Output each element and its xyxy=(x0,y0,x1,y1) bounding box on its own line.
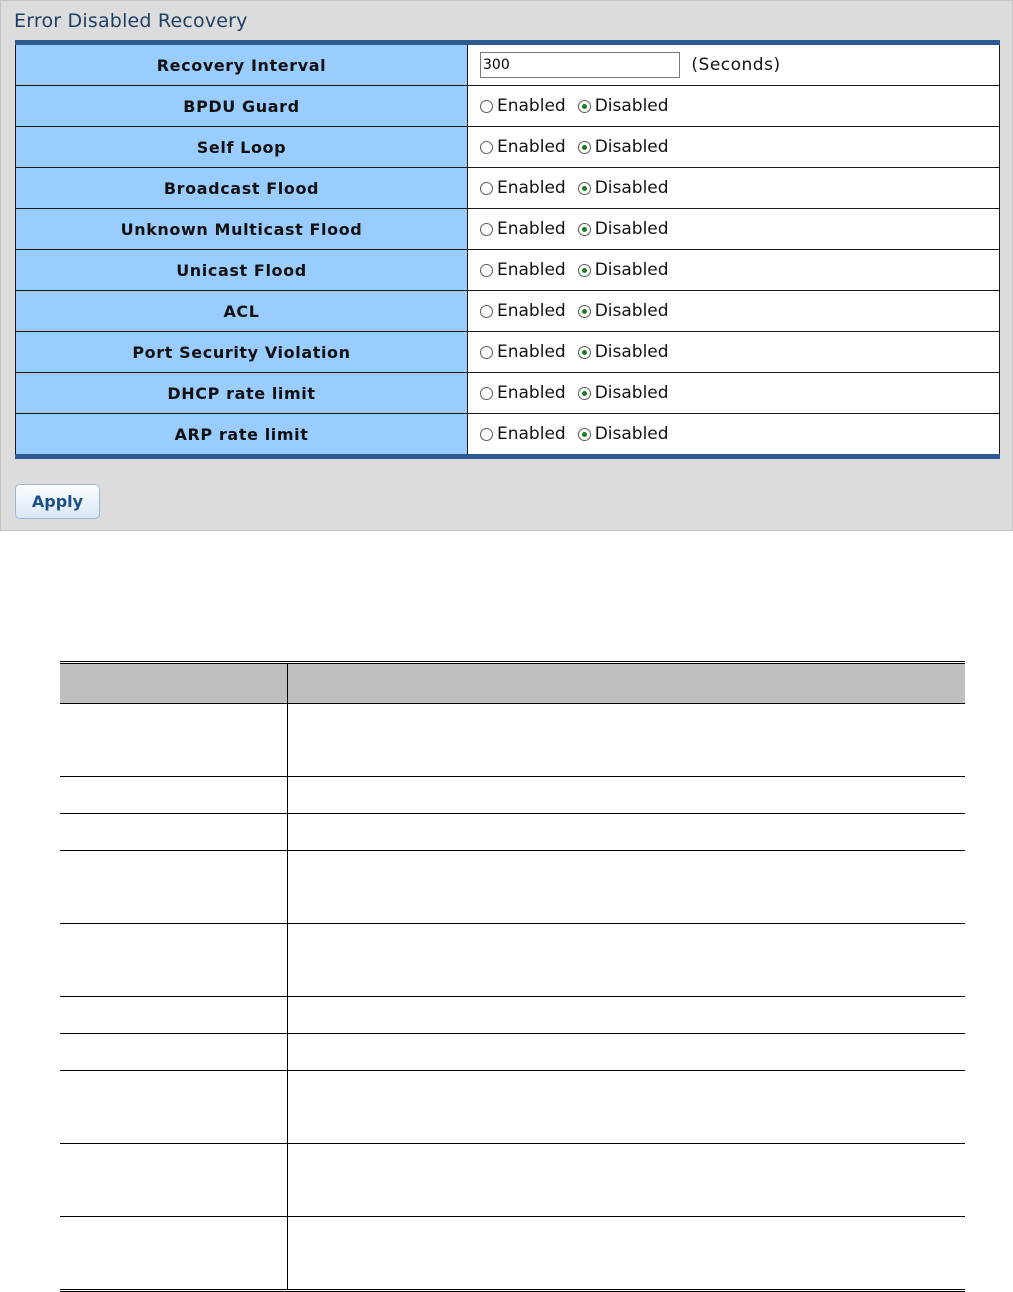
table-row xyxy=(60,851,965,924)
row-label: DHCP rate limit xyxy=(16,373,468,414)
disabled-radio[interactable] xyxy=(578,428,591,441)
enabled-radio[interactable] xyxy=(480,141,493,154)
row-label: Self Loop xyxy=(16,127,468,168)
table-cell xyxy=(60,924,288,997)
row-label: Recovery Interval xyxy=(16,43,468,86)
table-cell xyxy=(60,997,288,1034)
enable-radio-group xyxy=(480,178,999,198)
row-value xyxy=(468,291,1000,332)
disabled-radio-option[interactable] xyxy=(578,137,669,157)
enabled-radio-option[interactable] xyxy=(480,96,566,116)
config-row xyxy=(16,168,1000,209)
table-row xyxy=(60,997,965,1034)
enabled-radio[interactable] xyxy=(480,182,493,195)
header-cell-object xyxy=(60,663,288,704)
row-value xyxy=(468,414,1000,457)
unit-label: (Seconds) xyxy=(691,55,781,75)
row-value xyxy=(468,168,1000,209)
table-cell xyxy=(288,1071,966,1144)
table-cell xyxy=(288,1217,966,1291)
table-cell xyxy=(60,1071,288,1144)
enabled-radio-option[interactable] xyxy=(480,137,566,157)
enabled-radio-option[interactable] xyxy=(480,178,566,198)
table-row xyxy=(60,814,965,851)
enabled-radio-option[interactable] xyxy=(480,383,566,403)
radio-label: Enabled xyxy=(497,342,566,362)
radio-label: Enabled xyxy=(497,260,566,280)
table-row xyxy=(60,924,965,997)
enabled-radio[interactable] xyxy=(480,346,493,359)
row-label: Unicast Flood xyxy=(16,250,468,291)
apply-button[interactable]: Apply xyxy=(15,484,100,519)
config-row-recovery-interval xyxy=(16,43,1000,86)
radio-label: Disabled xyxy=(594,137,669,157)
disabled-radio[interactable] xyxy=(578,100,591,113)
table-cell xyxy=(288,1034,966,1071)
table-cell xyxy=(60,814,288,851)
radio-label: Disabled xyxy=(594,178,669,198)
row-label: ARP rate limit xyxy=(16,414,468,457)
enable-radio-group xyxy=(480,260,999,280)
row-label: Unknown Multicast Flood xyxy=(16,209,468,250)
enabled-radio[interactable] xyxy=(480,223,493,236)
radio-label: Enabled xyxy=(497,178,566,198)
disabled-radio-option[interactable] xyxy=(578,424,669,444)
config-row xyxy=(16,414,1000,457)
header-cell-description xyxy=(288,663,966,704)
disabled-radio[interactable] xyxy=(578,141,591,154)
table-row xyxy=(60,704,965,777)
table-cell xyxy=(288,851,966,924)
radio-label: Enabled xyxy=(497,424,566,444)
table-row xyxy=(60,777,965,814)
disabled-radio[interactable] xyxy=(578,182,591,195)
table-cell xyxy=(288,814,966,851)
row-value xyxy=(468,86,1000,127)
description-table xyxy=(60,661,965,1292)
row-value xyxy=(468,127,1000,168)
disabled-radio-option[interactable] xyxy=(578,342,669,362)
config-row xyxy=(16,127,1000,168)
disabled-radio-option[interactable] xyxy=(578,96,669,116)
radio-label: Disabled xyxy=(594,96,669,116)
table-cell xyxy=(288,704,966,777)
enable-radio-group xyxy=(480,301,999,321)
row-value xyxy=(468,332,1000,373)
table-cell xyxy=(60,1034,288,1071)
config-row xyxy=(16,332,1000,373)
disabled-radio[interactable] xyxy=(578,346,591,359)
table-cell xyxy=(60,777,288,814)
radio-label: Disabled xyxy=(594,260,669,280)
enabled-radio-option[interactable] xyxy=(480,260,566,280)
table-row xyxy=(60,1144,965,1217)
radio-label: Disabled xyxy=(594,219,669,239)
radio-label: Disabled xyxy=(594,342,669,362)
disabled-radio[interactable] xyxy=(578,223,591,236)
enabled-radio[interactable] xyxy=(480,428,493,441)
table-row xyxy=(60,1071,965,1144)
table-row xyxy=(60,1034,965,1071)
table-cell xyxy=(288,777,966,814)
row-value xyxy=(468,209,1000,250)
enabled-radio[interactable] xyxy=(480,264,493,277)
enable-radio-group xyxy=(480,342,999,362)
recovery-interval-input[interactable] xyxy=(480,52,680,78)
radio-label: Disabled xyxy=(594,383,669,403)
table-cell xyxy=(288,924,966,997)
radio-label: Enabled xyxy=(497,219,566,239)
disabled-radio-option[interactable] xyxy=(578,383,669,403)
radio-label: Enabled xyxy=(497,96,566,116)
enable-radio-group xyxy=(480,383,999,403)
enabled-radio[interactable] xyxy=(480,387,493,400)
table-cell xyxy=(288,997,966,1034)
disabled-radio-option[interactable] xyxy=(578,219,669,239)
enable-radio-group xyxy=(480,96,999,116)
row-value xyxy=(468,43,1000,86)
enabled-radio-option[interactable] xyxy=(480,219,566,239)
config-row xyxy=(16,373,1000,414)
enable-radio-group xyxy=(480,424,999,444)
config-row xyxy=(16,209,1000,250)
radio-label: Enabled xyxy=(497,301,566,321)
description-table-header xyxy=(60,663,965,704)
radio-label: Disabled xyxy=(594,301,669,321)
enabled-radio-option[interactable] xyxy=(480,301,566,321)
row-value xyxy=(468,373,1000,414)
row-value xyxy=(468,250,1000,291)
table-cell xyxy=(60,704,288,777)
disabled-radio[interactable] xyxy=(578,264,591,277)
row-label: Broadcast Flood xyxy=(16,168,468,209)
enabled-radio[interactable] xyxy=(480,305,493,318)
config-row xyxy=(16,291,1000,332)
row-label: BPDU Guard xyxy=(16,86,468,127)
table-cell xyxy=(288,1144,966,1217)
config-row xyxy=(16,86,1000,127)
config-row xyxy=(16,250,1000,291)
enable-radio-group xyxy=(480,219,999,239)
error-disabled-recovery-panel xyxy=(0,0,1013,531)
disabled-radio-option[interactable] xyxy=(578,178,669,198)
radio-label: Enabled xyxy=(497,383,566,403)
disabled-radio[interactable] xyxy=(578,387,591,400)
recovery-config-table xyxy=(15,40,1000,459)
enable-radio-group xyxy=(480,137,999,157)
table-cell xyxy=(60,1217,288,1291)
table-cell xyxy=(60,851,288,924)
table-row xyxy=(60,1217,965,1291)
disabled-radio-option[interactable] xyxy=(578,301,669,321)
enabled-radio-option[interactable] xyxy=(480,424,566,444)
enabled-radio-option[interactable] xyxy=(480,342,566,362)
radio-label: Disabled xyxy=(594,424,669,444)
disabled-radio-option[interactable] xyxy=(578,260,669,280)
table-cell xyxy=(60,1144,288,1217)
panel-title: Error Disabled Recovery xyxy=(14,10,248,32)
row-label: Port Security Violation xyxy=(16,332,468,373)
radio-label: Enabled xyxy=(497,137,566,157)
enabled-radio[interactable] xyxy=(480,100,493,113)
row-label: ACL xyxy=(16,291,468,332)
disabled-radio[interactable] xyxy=(578,305,591,318)
